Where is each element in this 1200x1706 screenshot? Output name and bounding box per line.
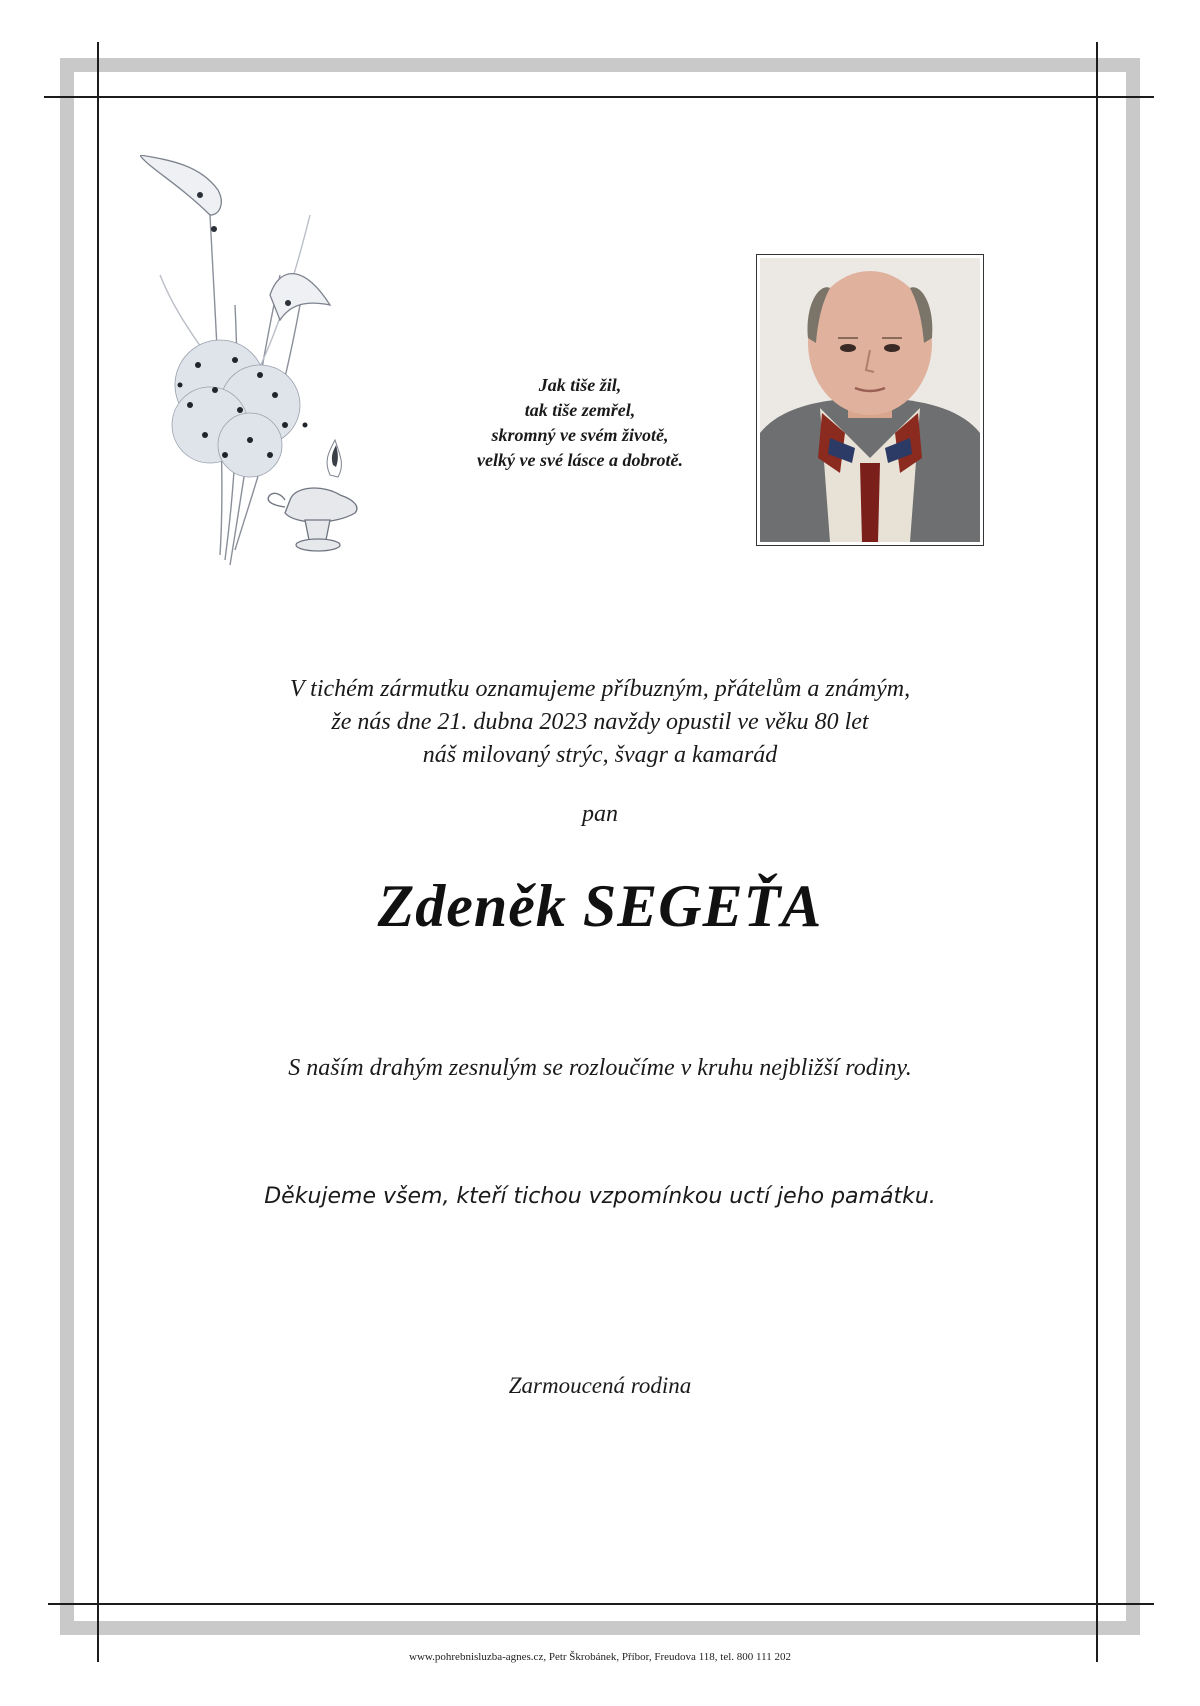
poem-line: tak tiše zemřel, <box>524 400 636 420</box>
frame-band-top <box>60 58 1140 72</box>
announcement-line: náš milovaný strýc, švagr a kamarád <box>422 742 778 768</box>
portrait-photo <box>756 254 984 546</box>
announcement-text <box>150 673 1050 772</box>
honorific: pan <box>582 801 618 827</box>
poem <box>430 373 730 473</box>
announcement-line: že nás dne 21. dubna 2023 navždy opustil ve věku 80 let <box>331 709 869 735</box>
frame-band-left <box>60 58 74 1635</box>
calla-lily-icon <box>140 155 400 575</box>
poem-line: velký ve své lásce a dobrotě. <box>477 450 683 470</box>
deceased-name: Zdeněk SEGEŤA <box>377 873 823 939</box>
farewell-text: S naším drahým zesnulým se rozloučíme v kruhu nejbližší rodiny. <box>288 1055 912 1081</box>
poem-line: Jak tiše žil, <box>538 375 622 395</box>
frame-line-top <box>44 96 1154 98</box>
thanks-text: Děkujeme všem, kteří tichou vzpomínkou uctí jeho památku. <box>264 1184 936 1209</box>
signature: Zarmoucená rodina <box>508 1373 692 1398</box>
announcement-line: V tichém zármutku oznamujeme příbuzným, přátelům a známým, <box>289 676 911 702</box>
calla-lily-lamp-illustration <box>140 155 400 575</box>
frame-line-left <box>97 42 99 1662</box>
frame-line-bottom <box>48 1603 1154 1605</box>
frame-line-right <box>1096 42 1098 1662</box>
footer-contact: www.pohrebnisluzba-agnes.cz, Petr Škrobánek, Příbor, Freudova 118, tel. 800 111 202 <box>409 1651 791 1663</box>
frame-band-bottom <box>60 1621 1140 1635</box>
portrait-icon <box>760 258 980 542</box>
frame-band-right <box>1126 58 1140 1635</box>
poem-line: skromný ve svém životě, <box>491 425 669 445</box>
